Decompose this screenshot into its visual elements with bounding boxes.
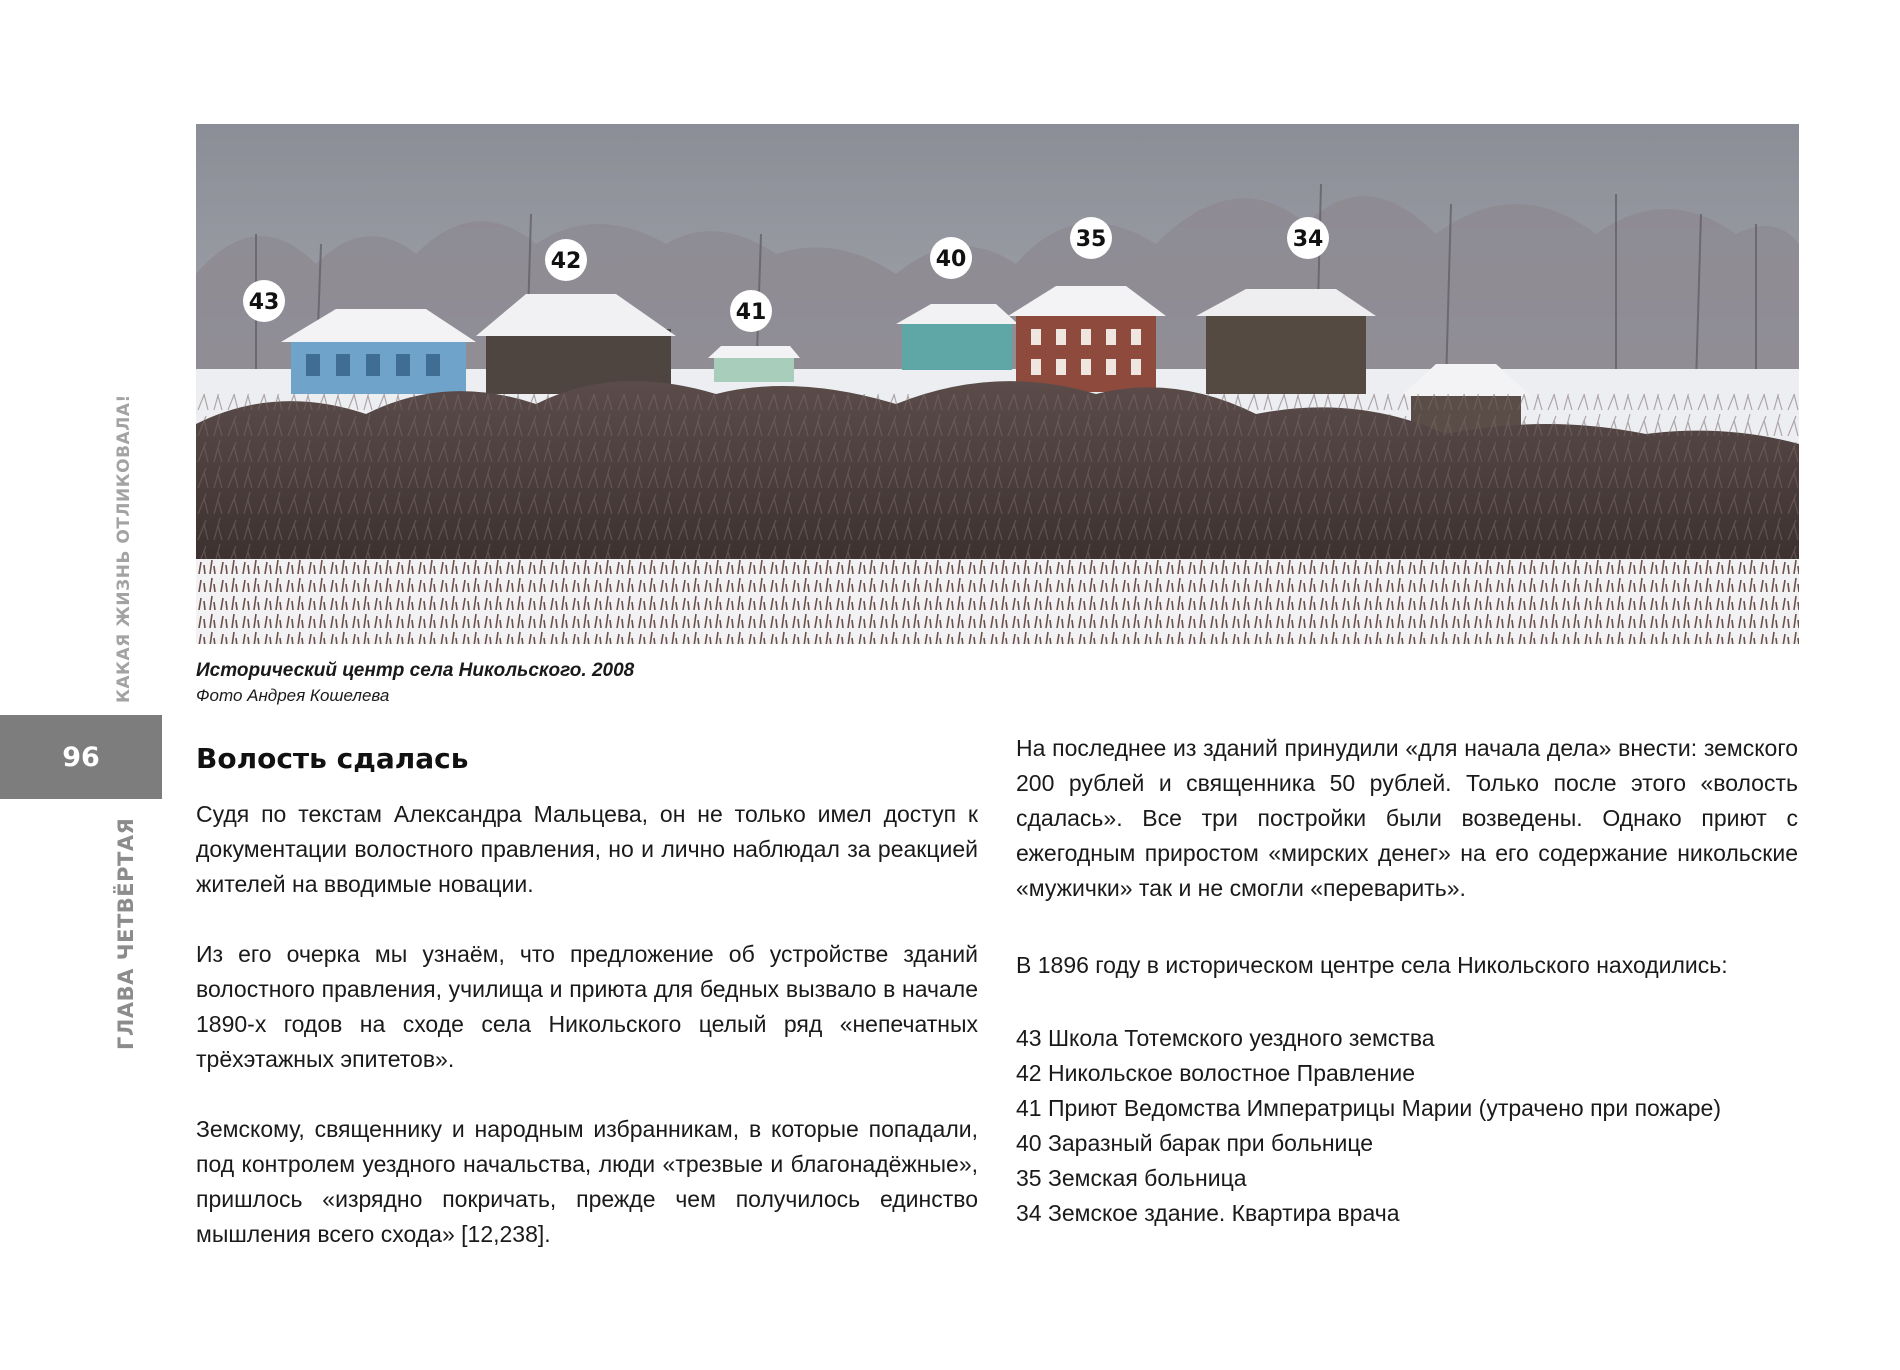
map-marker bbox=[545, 239, 587, 281]
map-marker bbox=[243, 280, 285, 322]
map-marker bbox=[930, 237, 972, 279]
marker-label: 41 bbox=[735, 300, 767, 325]
legend-item: 40 Заразный барак при больнице bbox=[1016, 1130, 1374, 1156]
map-marker bbox=[730, 290, 772, 332]
left-column bbox=[196, 797, 978, 1252]
legend-item: 41 Приют Ведомства Императрицы Марии (утрачено при пожаре) bbox=[1016, 1095, 1721, 1121]
legend-intro: В 1896 году в историческом центре села Никольского находились: bbox=[1016, 952, 1728, 978]
paragraph: На последнее из зданий принудили «для начала дела» внести: земского 200 рублей и священника 50 рублей. Только после этого «волость сдалась». Все три постройки были возведены. Однако приют с ежегодным приростом «мирских денег» на его содержание никольские «мужички» так и не смогли «переварить». bbox=[1016, 735, 1798, 901]
paragraph: Из его очерка мы узнаём, что предложение об устройстве зданий волостного правления, училища и приюта для бедных вызвало в начале 1890-х годов на сходе села Никольского целый ряд «непечатных трёхэтажных эпитетов». bbox=[196, 941, 978, 1072]
right-column bbox=[1016, 731, 1798, 1231]
marker-label: 34 bbox=[1292, 227, 1324, 252]
running-title: КАКАЯ ЖИЗНЬ ОТЛИКОВАЛА! bbox=[114, 394, 134, 703]
marker-label: 43 bbox=[248, 290, 280, 315]
marker-label: 35 bbox=[1075, 227, 1107, 252]
map-marker bbox=[1070, 217, 1112, 259]
legend-item: 34 Земское здание. Квартира врача bbox=[1016, 1200, 1400, 1226]
section-heading: Волость сдалась bbox=[196, 742, 469, 775]
marker-label: 42 bbox=[550, 249, 582, 274]
chapter-label: ГЛАВА ЧЕТВЁРТАЯ bbox=[114, 817, 138, 1050]
legend-item: 43 Школа Тотемского уездного земства bbox=[1016, 1025, 1435, 1051]
marker-label: 40 bbox=[935, 247, 967, 272]
page-number: 96 bbox=[0, 715, 162, 799]
building-legend bbox=[1016, 1021, 1798, 1231]
legend-item: 35 Земская больница bbox=[1016, 1165, 1247, 1191]
map-marker bbox=[1287, 217, 1329, 259]
caption-credit: Фото Андрея Кошелева bbox=[196, 686, 390, 705]
paragraph: Судя по текстам Александра Мальцева, он не только имел доступ к документации волостного правления, но и лично наблюдал за реакцией жителей на вводимые новации. bbox=[196, 801, 978, 897]
paragraph: Земскому, священнику и народным избранникам, в которые попадали, под контролем уездного начальства, люди «трезвые и благонадёжные», пришлось «изрядно покричать, прежде чем получилось единство мышления всего схода» [12,238]. bbox=[196, 1116, 978, 1247]
village-photo bbox=[196, 124, 1799, 644]
photo-caption bbox=[196, 660, 634, 706]
legend-item: 42 Никольское волостное Правление bbox=[1016, 1060, 1416, 1086]
caption-title: Исторический центр села Никольского. 2008 bbox=[196, 660, 635, 681]
